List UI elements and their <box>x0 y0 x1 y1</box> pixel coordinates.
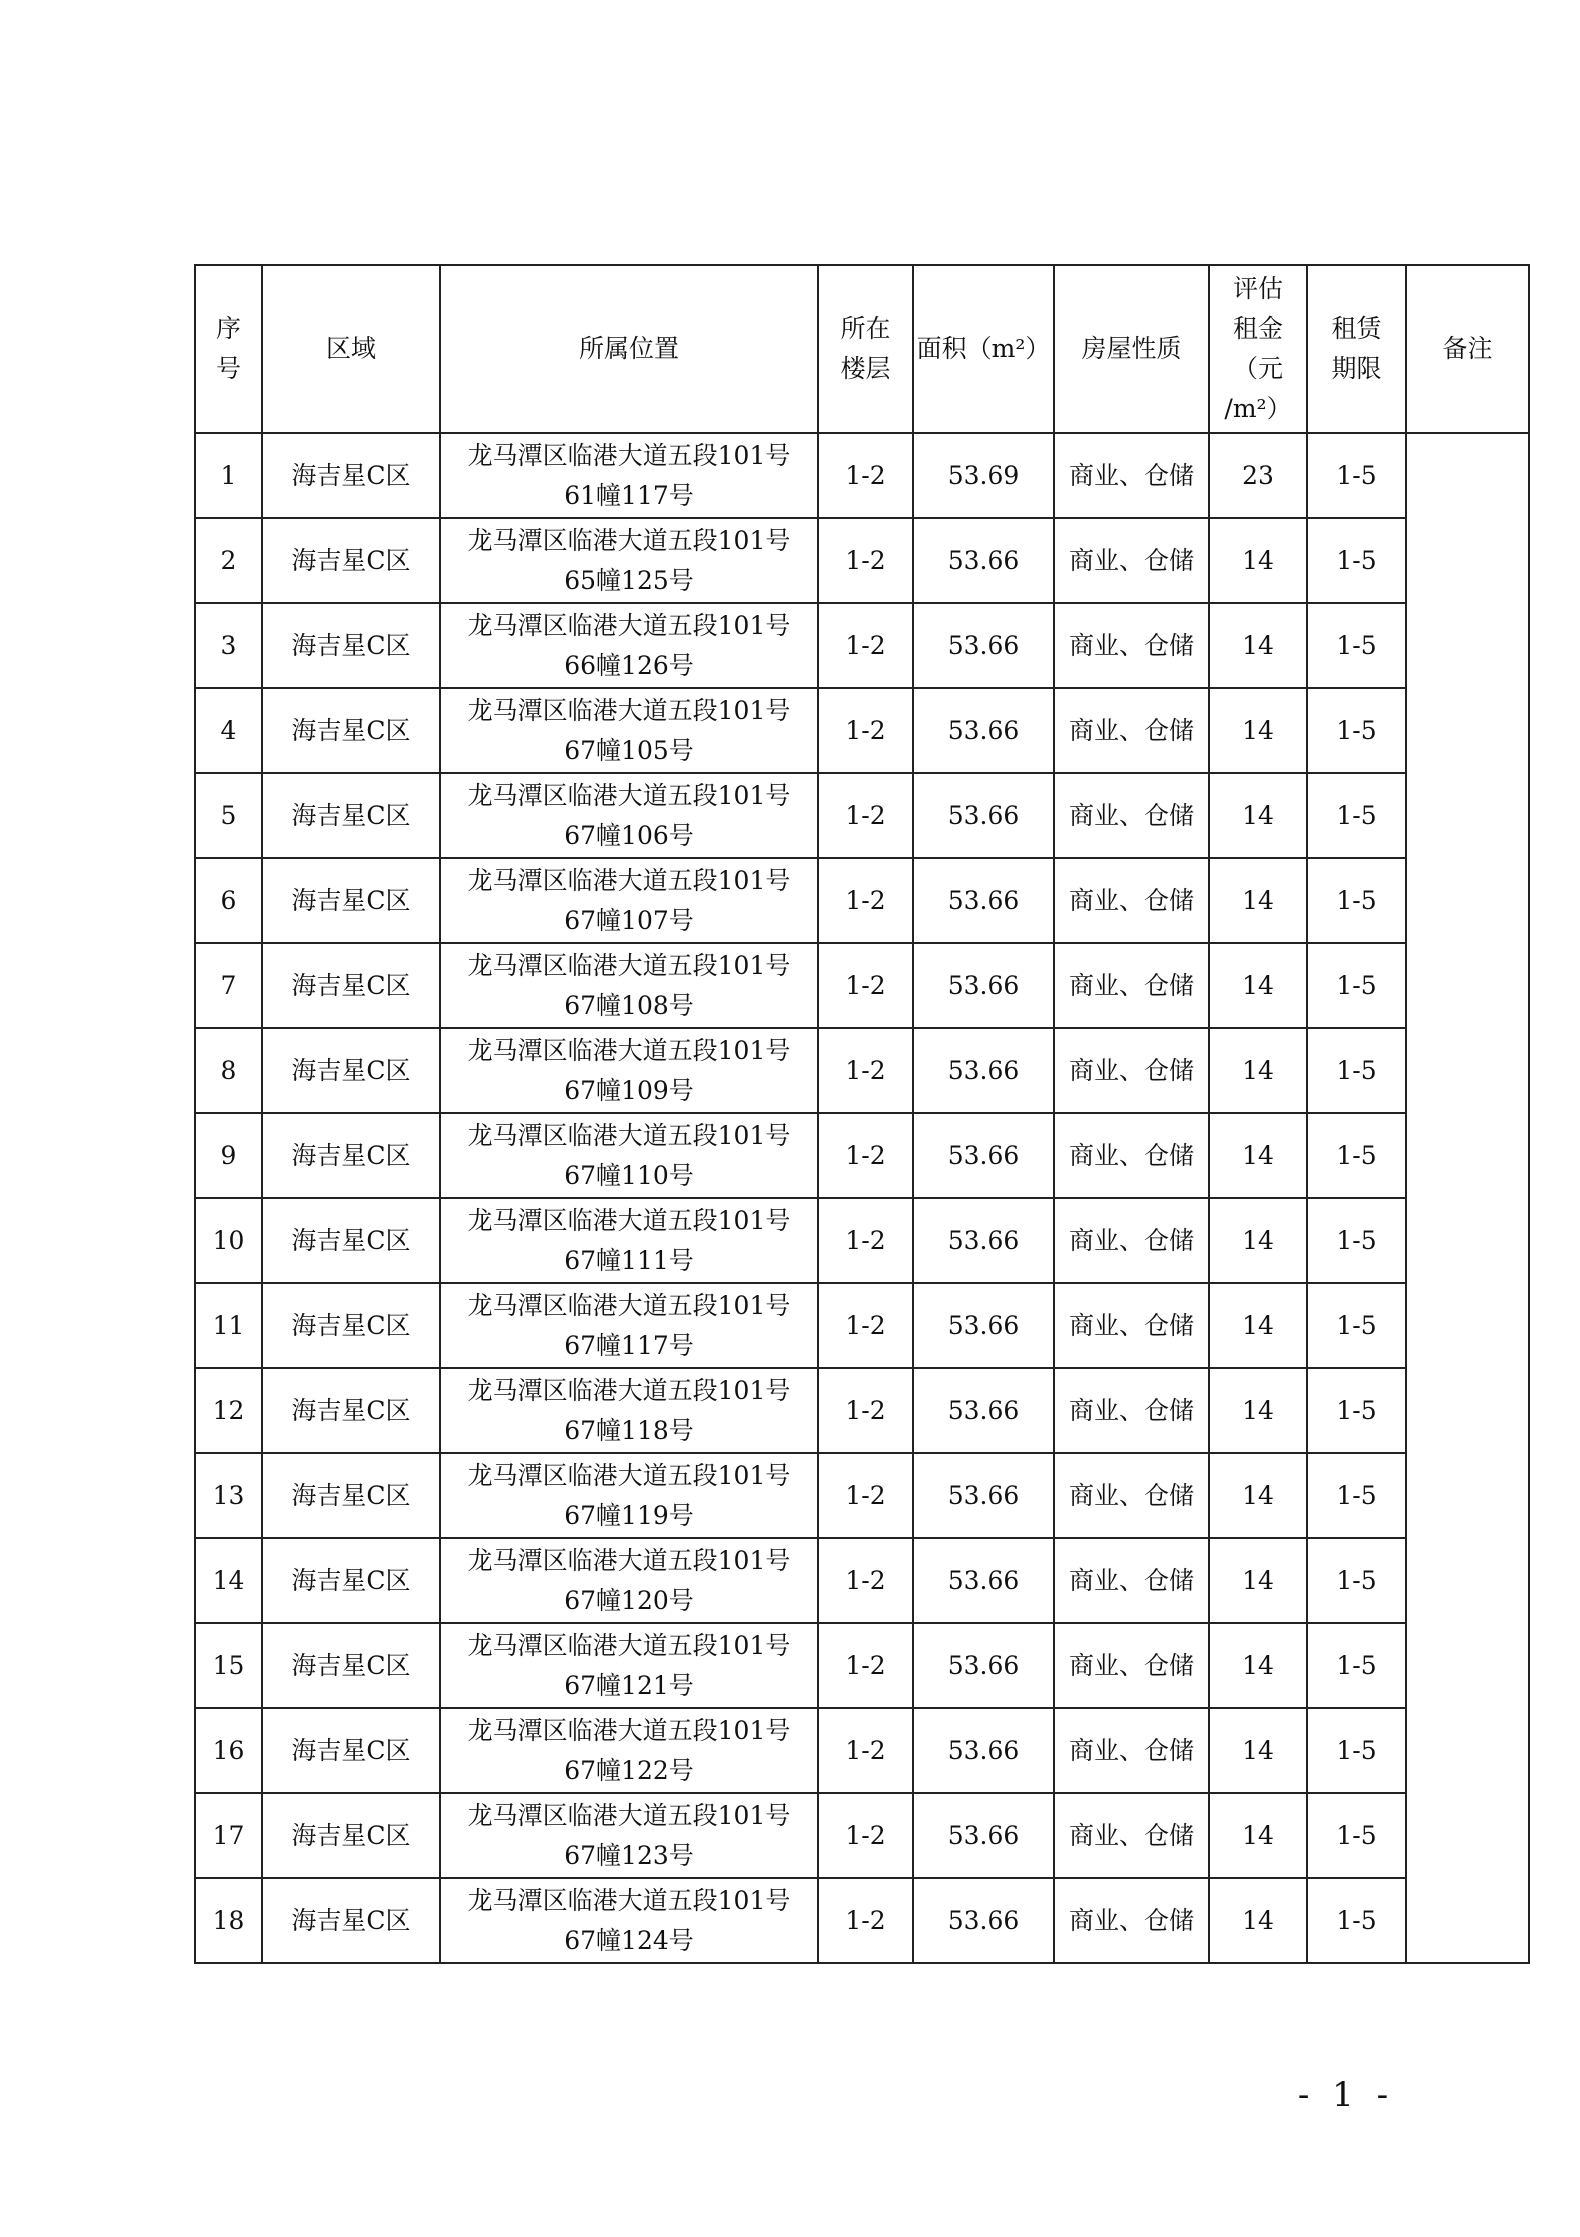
cell-region: 海吉星C区 <box>262 1538 440 1623</box>
cell-location <box>440 858 818 943</box>
cell-floor: 1-2 <box>818 1793 913 1878</box>
cell-term: 1-5 <box>1307 688 1406 773</box>
table-row <box>195 1793 1529 1878</box>
location-line2: 67幢120号 <box>564 1585 694 1615</box>
location-line1: 龙马潭区临港大道五段101号 <box>467 780 791 810</box>
cell-nature: 商业、仓储 <box>1054 1198 1209 1283</box>
cell-nature: 商业、仓储 <box>1054 1623 1209 1708</box>
header-remarks: 备注 <box>1406 265 1529 433</box>
cell-term: 1-5 <box>1307 1878 1406 1963</box>
header-no-line2: 号 <box>215 354 241 383</box>
cell-location <box>440 1113 818 1198</box>
cell-region: 海吉星C区 <box>262 1453 440 1538</box>
cell-area: 53.69 <box>913 433 1054 518</box>
cell-location <box>440 773 818 858</box>
cell-area: 53.66 <box>913 1708 1054 1793</box>
location-line2: 67幢111号 <box>564 1245 694 1275</box>
cell-area: 53.66 <box>913 1453 1054 1538</box>
cell-region: 海吉星C区 <box>262 1708 440 1793</box>
cell-floor: 1-2 <box>818 1453 913 1538</box>
cell-term: 1-5 <box>1307 518 1406 603</box>
table-row <box>195 603 1529 688</box>
cell-term: 1-5 <box>1307 1453 1406 1538</box>
cell-no: 3 <box>195 603 262 688</box>
location-line2: 67幢121号 <box>564 1670 694 1700</box>
location-line2: 67幢117号 <box>564 1330 694 1360</box>
cell-region: 海吉星C区 <box>262 773 440 858</box>
cell-floor: 1-2 <box>818 1708 913 1793</box>
location-line1: 龙马潭区临港大道五段101号 <box>467 1035 791 1065</box>
cell-region: 海吉星C区 <box>262 1623 440 1708</box>
cell-nature: 商业、仓储 <box>1054 603 1209 688</box>
cell-floor: 1-2 <box>818 1368 913 1453</box>
cell-rent: 14 <box>1209 688 1307 773</box>
table-header-row <box>195 265 1529 433</box>
cell-term: 1-5 <box>1307 943 1406 1028</box>
cell-location <box>440 1708 818 1793</box>
cell-no: 6 <box>195 858 262 943</box>
cell-region: 海吉星C区 <box>262 1028 440 1113</box>
cell-term: 1-5 <box>1307 1623 1406 1708</box>
cell-region: 海吉星C区 <box>262 858 440 943</box>
table-row <box>195 1198 1529 1283</box>
header-no-line1: 序 <box>215 314 241 343</box>
cell-rent: 14 <box>1209 1113 1307 1198</box>
cell-location <box>440 688 818 773</box>
cell-rent: 14 <box>1209 518 1307 603</box>
location-line1: 龙马潭区临港大道五段101号 <box>467 1545 791 1575</box>
cell-location <box>440 1028 818 1113</box>
header-rent-line4: /m²） <box>1224 394 1292 423</box>
location-line1: 龙马潭区临港大道五段101号 <box>467 695 791 725</box>
cell-floor: 1-2 <box>818 603 913 688</box>
table-row <box>195 518 1529 603</box>
header-rent-line1: 评估 <box>1232 274 1283 303</box>
cell-nature: 商业、仓储 <box>1054 1708 1209 1793</box>
header-floor-line1: 所在 <box>840 314 891 343</box>
cell-floor: 1-2 <box>818 688 913 773</box>
cell-region: 海吉星C区 <box>262 1113 440 1198</box>
location-line2: 67幢123号 <box>564 1840 694 1870</box>
cell-region: 海吉星C区 <box>262 1793 440 1878</box>
table-row <box>195 1878 1529 1963</box>
cell-location <box>440 603 818 688</box>
cell-floor: 1-2 <box>818 1878 913 1963</box>
property-rental-table <box>194 264 1530 1964</box>
cell-no: 11 <box>195 1283 262 1368</box>
cell-no: 14 <box>195 1538 262 1623</box>
cell-region: 海吉星C区 <box>262 1368 440 1453</box>
location-line1: 龙马潭区临港大道五段101号 <box>467 440 791 470</box>
location-line2: 67幢122号 <box>564 1755 694 1785</box>
cell-term: 1-5 <box>1307 1028 1406 1113</box>
header-nature: 房屋性质 <box>1054 265 1209 433</box>
location-line2: 61幢117号 <box>564 480 694 510</box>
table-row <box>195 773 1529 858</box>
cell-floor: 1-2 <box>818 858 913 943</box>
location-line2: 67幢108号 <box>564 990 694 1020</box>
table-row <box>195 1283 1529 1368</box>
cell-area: 53.66 <box>913 1368 1054 1453</box>
table-row <box>195 943 1529 1028</box>
cell-region: 海吉星C区 <box>262 1283 440 1368</box>
cell-location <box>440 518 818 603</box>
cell-term: 1-5 <box>1307 1793 1406 1878</box>
cell-rent: 14 <box>1209 1878 1307 1963</box>
cell-nature: 商业、仓储 <box>1054 773 1209 858</box>
cell-nature: 商业、仓储 <box>1054 1453 1209 1538</box>
table-row <box>195 1708 1529 1793</box>
cell-area: 53.66 <box>913 1283 1054 1368</box>
cell-rent: 14 <box>1209 1453 1307 1538</box>
cell-floor: 1-2 <box>818 1623 913 1708</box>
header-floor <box>818 265 913 433</box>
location-line2: 67幢118号 <box>564 1415 694 1445</box>
cell-no: 16 <box>195 1708 262 1793</box>
cell-region: 海吉星C区 <box>262 603 440 688</box>
cell-nature: 商业、仓储 <box>1054 1113 1209 1198</box>
header-term <box>1307 265 1406 433</box>
location-line2: 67幢119号 <box>564 1500 694 1530</box>
cell-region: 海吉星C区 <box>262 688 440 773</box>
location-line1: 龙马潭区临港大道五段101号 <box>467 1460 791 1490</box>
cell-no: 1 <box>195 433 262 518</box>
location-line2: 67幢109号 <box>564 1075 694 1105</box>
cell-nature: 商业、仓储 <box>1054 1793 1209 1878</box>
cell-nature: 商业、仓储 <box>1054 1538 1209 1623</box>
cell-rent: 14 <box>1209 1368 1307 1453</box>
cell-rent: 14 <box>1209 603 1307 688</box>
location-line1: 龙马潭区临港大道五段101号 <box>467 1715 791 1745</box>
location-line2: 67幢124号 <box>564 1925 694 1955</box>
cell-location <box>440 1878 818 1963</box>
cell-floor: 1-2 <box>818 773 913 858</box>
cell-area: 53.66 <box>913 1793 1054 1878</box>
cell-rent: 23 <box>1209 433 1307 518</box>
location-line2: 67幢110号 <box>564 1160 694 1190</box>
cell-floor: 1-2 <box>818 433 913 518</box>
cell-nature: 商业、仓储 <box>1054 518 1209 603</box>
cell-region: 海吉星C区 <box>262 433 440 518</box>
header-floor-line2: 楼层 <box>840 354 891 383</box>
location-line1: 龙马潭区临港大道五段101号 <box>467 1800 791 1830</box>
cell-no: 17 <box>195 1793 262 1878</box>
table-row <box>195 1453 1529 1538</box>
cell-area: 53.66 <box>913 1028 1054 1113</box>
header-rent-line3: （元 <box>1232 354 1283 383</box>
cell-no: 5 <box>195 773 262 858</box>
cell-rent: 14 <box>1209 1708 1307 1793</box>
cell-rent: 14 <box>1209 858 1307 943</box>
cell-location <box>440 1283 818 1368</box>
header-term-line1: 租赁 <box>1331 314 1382 343</box>
cell-area: 53.66 <box>913 518 1054 603</box>
cell-rent: 14 <box>1209 1538 1307 1623</box>
cell-floor: 1-2 <box>818 1198 913 1283</box>
table-row <box>195 1623 1529 1708</box>
cell-location <box>440 1538 818 1623</box>
cell-no: 10 <box>195 1198 262 1283</box>
cell-region: 海吉星C区 <box>262 1198 440 1283</box>
cell-area: 53.66 <box>913 1198 1054 1283</box>
cell-rent: 14 <box>1209 1793 1307 1878</box>
location-line2: 67幢107号 <box>564 905 694 935</box>
cell-term: 1-5 <box>1307 1368 1406 1453</box>
cell-area: 53.66 <box>913 858 1054 943</box>
cell-term: 1-5 <box>1307 1198 1406 1283</box>
cell-term: 1-5 <box>1307 858 1406 943</box>
cell-no: 9 <box>195 1113 262 1198</box>
cell-floor: 1-2 <box>818 518 913 603</box>
location-line2: 65幢125号 <box>564 565 694 595</box>
cell-floor: 1-2 <box>818 1283 913 1368</box>
cell-nature: 商业、仓储 <box>1054 858 1209 943</box>
location-line1: 龙马潭区临港大道五段101号 <box>467 1120 791 1150</box>
cell-nature: 商业、仓储 <box>1054 1028 1209 1113</box>
cell-nature: 商业、仓储 <box>1054 943 1209 1028</box>
cell-no: 15 <box>195 1623 262 1708</box>
location-line1: 龙马潭区临港大道五段101号 <box>467 1375 791 1405</box>
cell-area: 53.66 <box>913 1623 1054 1708</box>
cell-area: 53.66 <box>913 1878 1054 1963</box>
header-rent <box>1209 265 1307 433</box>
cell-nature: 商业、仓储 <box>1054 1368 1209 1453</box>
location-line1: 龙马潭区临港大道五段101号 <box>467 865 791 895</box>
cell-area: 53.66 <box>913 1538 1054 1623</box>
cell-term: 1-5 <box>1307 1113 1406 1198</box>
cell-region: 海吉星C区 <box>262 943 440 1028</box>
table-row <box>195 858 1529 943</box>
cell-location <box>440 1453 818 1538</box>
cell-no: 12 <box>195 1368 262 1453</box>
cell-floor: 1-2 <box>818 1028 913 1113</box>
cell-rent: 14 <box>1209 943 1307 1028</box>
header-location: 所属位置 <box>440 265 818 433</box>
cell-no: 13 <box>195 1453 262 1538</box>
table-row <box>195 433 1529 518</box>
header-area: 面积（m²） <box>913 265 1054 433</box>
cell-remarks <box>1406 433 1529 1963</box>
location-line2: 67幢105号 <box>564 735 694 765</box>
cell-term: 1-5 <box>1307 433 1406 518</box>
page-number: - 1 - <box>1297 2075 1395 2115</box>
cell-no: 7 <box>195 943 262 1028</box>
location-line1: 龙马潭区临港大道五段101号 <box>467 950 791 980</box>
cell-area: 53.66 <box>913 943 1054 1028</box>
location-line1: 龙马潭区临港大道五段101号 <box>467 610 791 640</box>
cell-no: 2 <box>195 518 262 603</box>
cell-term: 1-5 <box>1307 773 1406 858</box>
table-row <box>195 1028 1529 1113</box>
location-line1: 龙马潭区临港大道五段101号 <box>467 1290 791 1320</box>
cell-floor: 1-2 <box>818 1113 913 1198</box>
cell-area: 53.66 <box>913 603 1054 688</box>
cell-no: 4 <box>195 688 262 773</box>
cell-location <box>440 1368 818 1453</box>
cell-location <box>440 1623 818 1708</box>
cell-no: 18 <box>195 1878 262 1963</box>
cell-location <box>440 1198 818 1283</box>
location-line1: 龙马潭区临港大道五段101号 <box>467 525 791 555</box>
location-line2: 67幢106号 <box>564 820 694 850</box>
cell-rent: 14 <box>1209 1198 1307 1283</box>
table-row <box>195 1538 1529 1623</box>
header-term-line2: 期限 <box>1331 354 1382 383</box>
cell-term: 1-5 <box>1307 603 1406 688</box>
table-row <box>195 1113 1529 1198</box>
table-row <box>195 1368 1529 1453</box>
cell-nature: 商业、仓储 <box>1054 688 1209 773</box>
cell-rent: 14 <box>1209 1623 1307 1708</box>
cell-region: 海吉星C区 <box>262 1878 440 1963</box>
cell-floor: 1-2 <box>818 1538 913 1623</box>
cell-term: 1-5 <box>1307 1283 1406 1368</box>
location-line1: 龙马潭区临港大道五段101号 <box>467 1885 791 1915</box>
cell-nature: 商业、仓储 <box>1054 1878 1209 1963</box>
location-line1: 龙马潭区临港大道五段101号 <box>467 1205 791 1235</box>
cell-floor: 1-2 <box>818 943 913 1028</box>
cell-rent: 14 <box>1209 773 1307 858</box>
cell-rent: 14 <box>1209 1028 1307 1113</box>
cell-location <box>440 433 818 518</box>
table-body <box>195 433 1529 1963</box>
cell-nature: 商业、仓储 <box>1054 1283 1209 1368</box>
cell-term: 1-5 <box>1307 1538 1406 1623</box>
table-row <box>195 688 1529 773</box>
header-no <box>195 265 262 433</box>
location-line1: 龙马潭区临港大道五段101号 <box>467 1630 791 1660</box>
cell-area: 53.66 <box>913 688 1054 773</box>
cell-location <box>440 943 818 1028</box>
cell-region: 海吉星C区 <box>262 518 440 603</box>
cell-location <box>440 1793 818 1878</box>
cell-no: 8 <box>195 1028 262 1113</box>
cell-term: 1-5 <box>1307 1708 1406 1793</box>
location-line2: 66幢126号 <box>564 650 694 680</box>
header-rent-line2: 租金 <box>1232 314 1283 343</box>
cell-area: 53.66 <box>913 773 1054 858</box>
header-region: 区域 <box>262 265 440 433</box>
cell-rent: 14 <box>1209 1283 1307 1368</box>
cell-nature: 商业、仓储 <box>1054 433 1209 518</box>
cell-area: 53.66 <box>913 1113 1054 1198</box>
